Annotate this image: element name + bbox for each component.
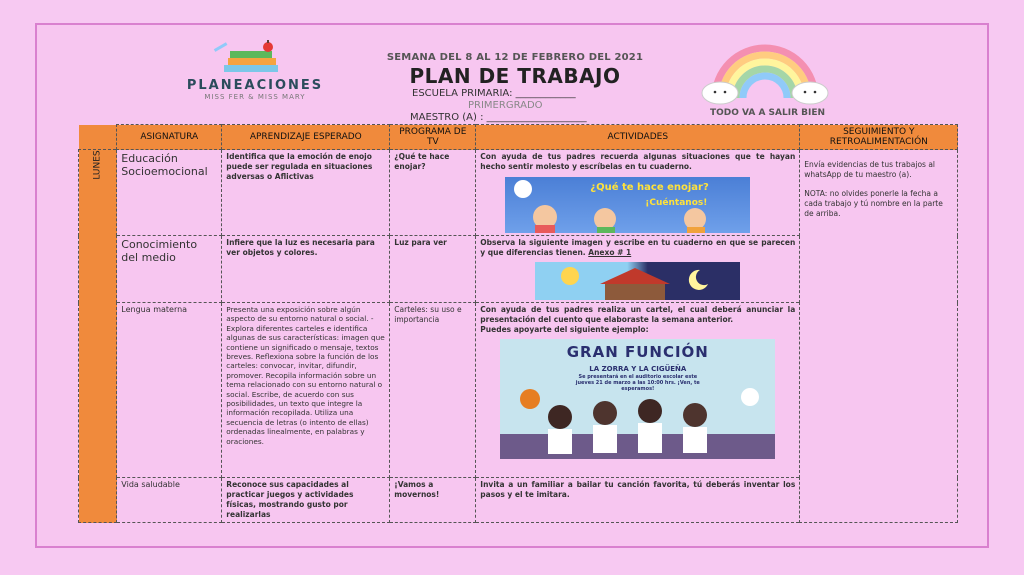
tv-cell: ¿Qué te hace enojar? (390, 150, 476, 236)
poster-image (500, 339, 775, 459)
header-spacer (79, 125, 117, 150)
tv-cell: Luz para ver (390, 236, 476, 303)
activity-text: Con ayuda de tus padres recuerda algunas situaciones que te hayan hecho sentir molesto y escríbelas en tu cuaderno. (480, 152, 796, 171)
learning-cell: Reconoce sus capacidades al practicar juegos y actividades físicas, mostrando gusto por realizarlas (222, 478, 390, 523)
header-subject: ASIGNATURA (117, 125, 222, 150)
day-night-image (535, 262, 740, 300)
day-cell (79, 150, 117, 523)
slogan: TODO VA A SALIR BIEN (709, 108, 826, 118)
learning-cell: Infiere que la luz es necesaria para ver objetos y colores. (222, 236, 390, 303)
activity-cell: Invita a un familiar a bailar tu canción favorita, tú deberás inventar los pasos y el te imitara. (476, 478, 800, 523)
poster-subtitle: LA ZORRA Y LA CIGÜEÑA (589, 365, 687, 373)
angry-kids-image (505, 177, 750, 233)
image-subtitle: ¡Cuéntanos! (645, 198, 708, 208)
activity-cell (476, 303, 800, 478)
work-plan-table (78, 124, 958, 523)
annex-link[interactable]: Anexo # 1 (588, 248, 632, 257)
grade-label: PRIMERGRADO (468, 100, 543, 111)
followup-text: Envía evidencias de tus trabajos al whatsApp de tu maestro (a). (804, 160, 936, 179)
brand-subtitle: MISS FER & MISS MARY (204, 93, 306, 101)
day-label: LUNES (92, 150, 103, 180)
activity-text: Con ayuda de tus padres realiza un cartel, el cual deberá anunciar la presentación del cuento que elaboraste la semana anterior. (480, 305, 796, 324)
header-followup: SEGUIMIENTO Y RETROALIMENTACIÓN (800, 125, 958, 150)
school-field: ESCUELA PRIMARIA: ____________ (412, 88, 576, 99)
page-title: PLAN DE TRABAJO (409, 64, 621, 88)
teacher-field: MAESTRO (A) : ____________________ (410, 112, 587, 123)
activity-text-2: Puedes apoyarte del siguiente ejemplo: (480, 325, 649, 334)
image-title: ¿Qué te hace enojar? (590, 182, 709, 193)
activity-cell (476, 150, 800, 236)
followup-note: NOTA: no olvides ponerle la fecha a cada trabajo y tú nombre en la parte de arriba. (804, 189, 943, 218)
poster-note: Se presentará en el auditorio escolar este jueves 21 de marzo a las 10:00 hrs. ¡Ven, te esperamos! (575, 374, 700, 392)
learning-cell: Identifica que la emoción de enojo puede ser regulada en situaciones adversas o Aflictivas (222, 150, 390, 236)
subject-cell: Educación Socioemocional (117, 150, 222, 236)
children-illustration-icon (500, 339, 775, 459)
brand-name: PLANEACIONES (186, 78, 324, 93)
kids-illustration-icon (505, 177, 750, 233)
week-range: SEMANA DEL 8 AL 12 DE FEBRERO DEL 2021 (386, 52, 644, 63)
sun-moon-icon (535, 262, 740, 300)
activity-text: Observa la siguiente imagen y escribe en tu cuaderno en que se parecen y que diferencias tienen. (480, 238, 796, 257)
tv-cell: Carteles: su uso e importancia (390, 303, 476, 478)
subject-cell: Conocimiento del medio (117, 236, 222, 303)
rainbow-icon (700, 38, 830, 108)
header-activities: ACTIVIDADES (476, 125, 800, 150)
learning-cell: Presenta una exposición sobre algún aspecto de su entorno natural o social. - Explora diferentes carteles e identifica algunas de sus características: imagen que contiene un significado o mensaje, textos breves. Reflexiona sobre la función de los carteles: convocar, invitar, difundir, promover. Recopila información sobre un tema relacionado con su entorno natural o social. Escribe, de acuerdo con sus posibilidades, un texto que integre la información recopilada. Utiliza una secuencia de letras (o intento de ellas) ordenadas linealmente, en palabras y oraciones. (222, 303, 390, 478)
activity-cell (476, 236, 800, 303)
subject-cell: Lengua materna (117, 303, 222, 478)
subject-cell: Vida saludable (117, 478, 222, 523)
tv-cell: ¡Vamos a movernos! (390, 478, 476, 523)
header-tv: PROGRAMA DE TV (390, 125, 476, 150)
books-logo-icon (210, 40, 290, 78)
followup-cell (800, 150, 958, 523)
table-row (79, 150, 958, 236)
poster-title: GRAN FUNCIÓN (566, 343, 709, 361)
header-learning: APRENDIZAJE ESPERADO (222, 125, 390, 150)
